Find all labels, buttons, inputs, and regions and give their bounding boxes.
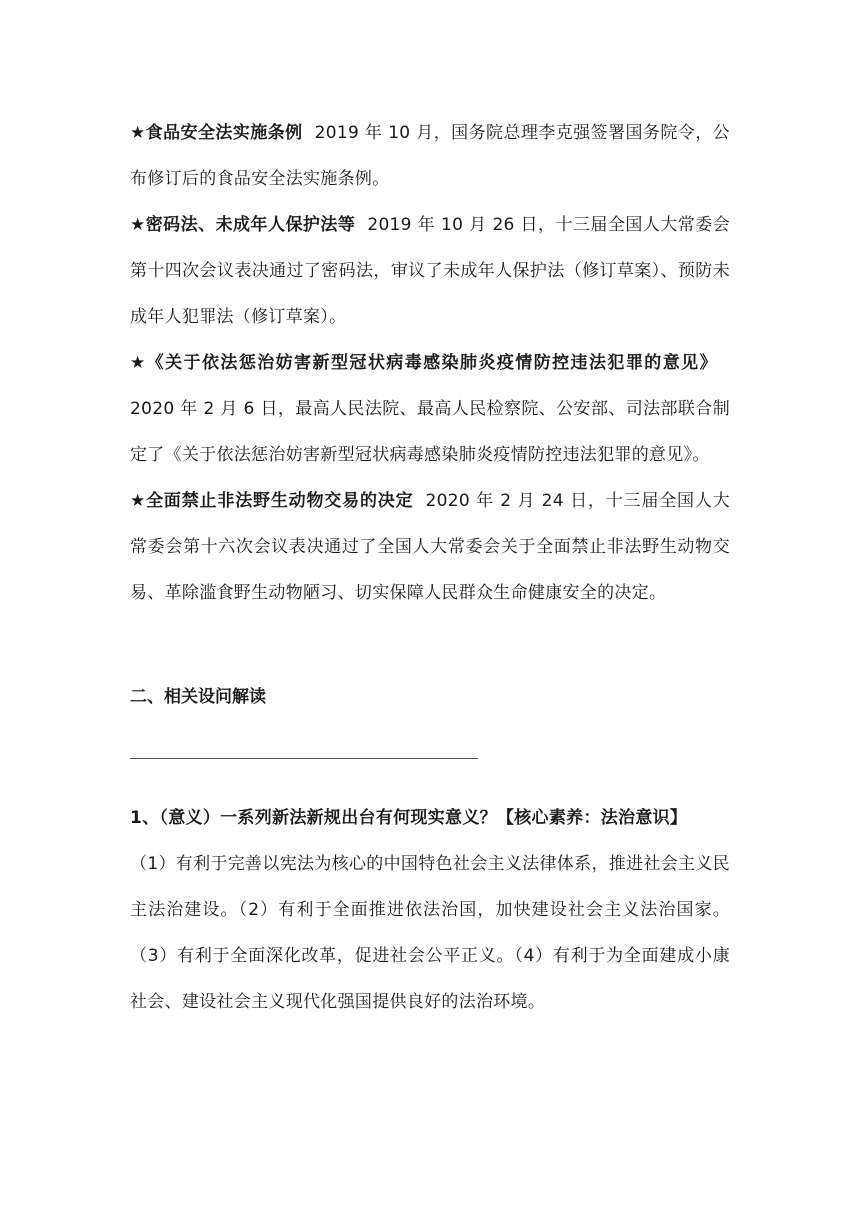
entry-cryptography-law: [130, 202, 730, 340]
entry-term: ★《关于依法惩治妨害新型冠状病毒感染肺炎疫情防控违法犯罪的意见》: [130, 353, 718, 373]
entry-wildlife-decision: [130, 478, 730, 616]
entry-term: ★密码法、未成年人保护法等: [130, 215, 356, 235]
entry-text: 2020 年 2 月 24 日，十三届全国人大常委会第十六次会议表决通过了全国人大常委会关于全面禁止非法野生动物交易、革除滥食野生动物陋习、切实保障人民群众生命健康安全的决定。: [130, 491, 730, 603]
entry-term: ★全面禁止非法野生动物交易的决定: [130, 491, 414, 511]
section-divider: [130, 758, 478, 759]
entry-text: 2019 年 10 月 26 日，十三届全国人大常委会第十四次会议表决通过了密码法，审议了未成年人保护法（修订草案）、预防未成年人犯罪法（修订草案）。: [130, 215, 730, 327]
entry-text: 2020 年 2 月 6 日，最高人民法院、最高人民检察院、公安部、司法部联合制定了《关于依法惩治妨害新型冠状病毒感染肺炎疫情防控违法犯罪的意见》。: [130, 399, 730, 465]
entry-text: 2019 年 10 月，国务院总理李克强签署国务院令，公布修订后的食品安全法实施条例。: [130, 123, 730, 189]
question-answer: （1）有利于完善以宪法为核心的中国特色社会主义法律体系，推进社会主义民主法治建设。（2）有利于全面推进依法治国，加快建设社会主义法治国家。（3）有利于全面深化改革，促进社会公平正义。（4）有利于为全面建成小康社会、建设社会主义现代化强国提供良好的法治环境。: [130, 854, 730, 1012]
entry-epidemic-opinion: [130, 340, 730, 478]
question-title: 1、（意义）一系列新法新规出台有何现实意义？【核心素养：法治意识】: [130, 808, 688, 828]
document-page: [130, 110, 730, 1025]
entry-term: ★食品安全法实施条例: [130, 123, 303, 143]
entry-food-safety: [130, 110, 730, 202]
section-title: 二、相关设问解读: [130, 687, 266, 707]
